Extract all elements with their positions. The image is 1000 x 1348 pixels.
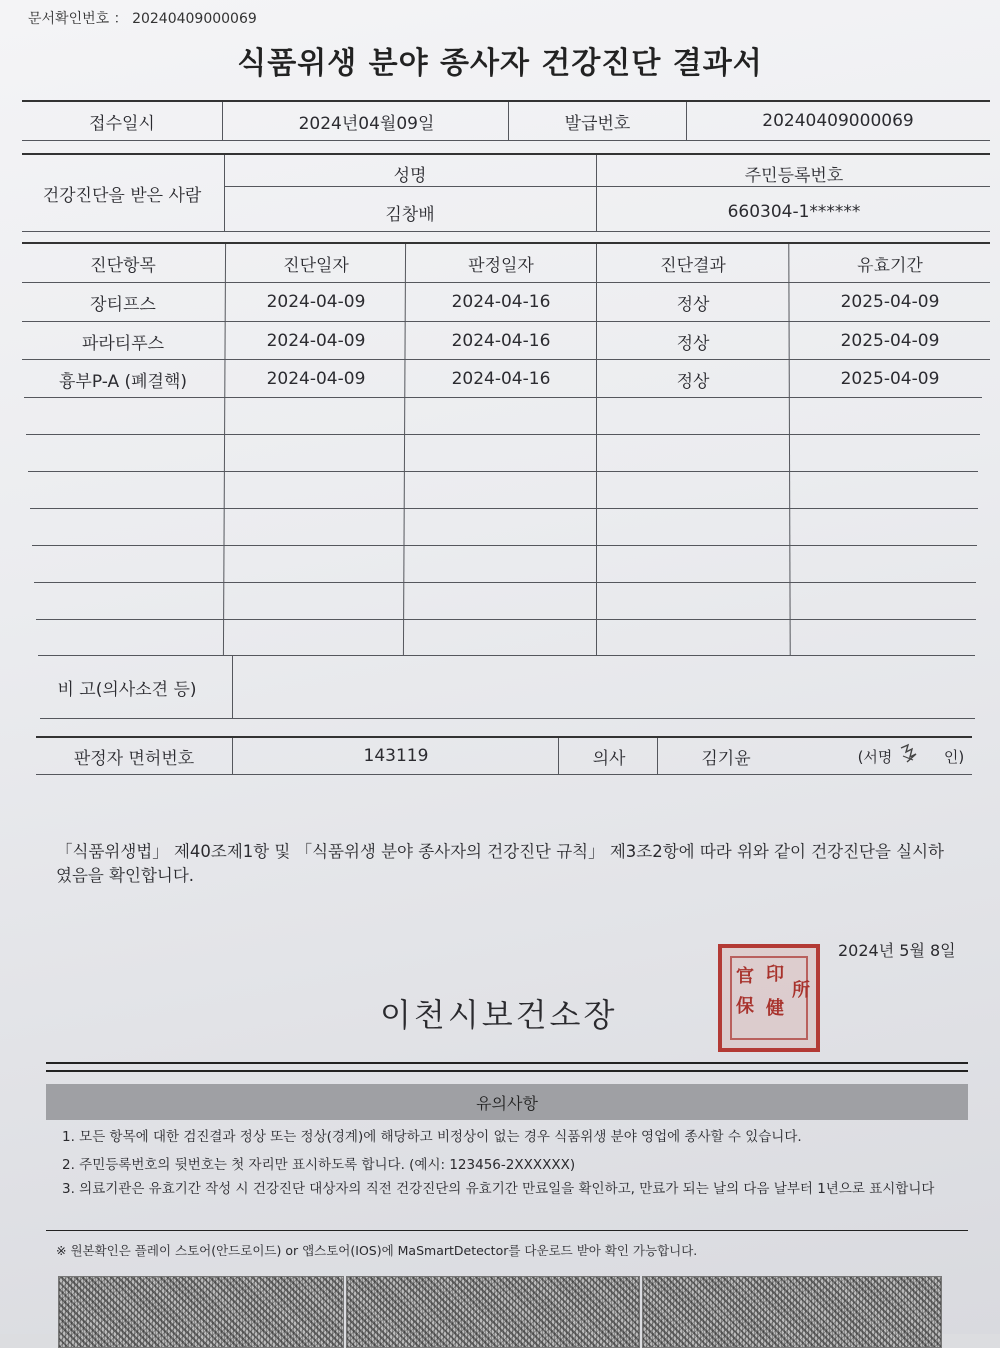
table-cell: 흉부P-A (폐결핵) xyxy=(58,371,188,392)
person-section xyxy=(22,155,990,231)
document-id xyxy=(28,8,257,28)
table-row xyxy=(22,283,990,321)
received-value: 2024년04월09일 xyxy=(298,113,435,134)
receipt-row xyxy=(22,102,990,140)
divider xyxy=(34,582,976,583)
divider xyxy=(558,738,559,774)
header-valid-until: 유효기간 xyxy=(857,255,923,276)
notice-title: 유의사항 xyxy=(46,1084,968,1120)
verification-footnote: ※ 원본확인은 플레이 스토어(안드로이드) or 앱스토어(IOS)에 MaSmartDetector를 다운로드 받아 확인 가능합니다. xyxy=(56,1243,698,1258)
divider xyxy=(657,738,658,774)
judge-row xyxy=(36,738,972,774)
document-id-label: 문서확인번호 ： xyxy=(28,11,128,27)
doctor-label: 의사 xyxy=(592,748,626,769)
table-cell: 2024-04-09 xyxy=(266,331,366,351)
notice-item: 2. 주민등록번호의 뒷번호는 첫 자리만 표시하도록 합니다. (예시: 123456-2XXXXXX) xyxy=(62,1157,576,1173)
doctor-name: 김기윤 xyxy=(701,748,751,769)
table-cell: 2025-04-09 xyxy=(840,369,940,389)
table-row xyxy=(22,360,990,398)
table-cell: 2024-04-16 xyxy=(451,369,551,389)
certification-text: 「식품위생법」 제40조제1항 및 「식품위생 분야 종사자의 건강진단 규칙」 제3조2항에 따라 위와 같이 건강진단을 실시하였음을 확인합니다. xyxy=(56,842,944,885)
divider xyxy=(46,1062,968,1064)
signature-open: (서명 xyxy=(857,747,893,766)
divider xyxy=(36,619,976,620)
divider xyxy=(596,155,597,231)
table-cell: 파라티푸스 xyxy=(81,333,165,354)
table-row xyxy=(22,322,990,360)
divider xyxy=(36,774,972,775)
table-cell: 2025-04-09 xyxy=(840,331,940,351)
divider xyxy=(508,102,509,140)
table-cell: 정상 xyxy=(676,333,710,354)
remarks-label: 비 고(의사소견 등) xyxy=(57,679,197,700)
table-cell: 2025-04-09 xyxy=(840,292,940,312)
divider xyxy=(26,434,980,435)
table-cell: 2024-04-09 xyxy=(266,292,366,312)
divider xyxy=(28,471,978,472)
header-exam-date: 진단일자 xyxy=(283,255,349,276)
issue-number-value: 20240409000069 xyxy=(762,111,914,131)
issue-number-label: 발급번호 xyxy=(564,113,631,134)
table-cell: 2024-04-09 xyxy=(266,369,366,389)
divider xyxy=(24,397,982,398)
issue-date: 2024년 5월 8일 xyxy=(838,941,956,960)
verification-code xyxy=(346,1276,640,1348)
divider xyxy=(46,1230,968,1231)
rrn-value: 660304-1****** xyxy=(727,202,861,222)
header-judge-date: 판정일자 xyxy=(468,255,534,276)
divider xyxy=(232,656,233,718)
signature-mark xyxy=(898,742,920,766)
document-id-value: 20240409000069 xyxy=(132,11,257,27)
divider xyxy=(46,1070,968,1072)
divider xyxy=(232,738,233,774)
license-value: 143119 xyxy=(363,746,429,766)
divider xyxy=(222,102,223,140)
divider xyxy=(40,718,975,719)
page-title: 식품위생 분야 종사자 건강진단 결과서 xyxy=(237,46,763,81)
divider xyxy=(30,508,978,509)
divider xyxy=(22,140,990,141)
table-cell: 2024-04-16 xyxy=(451,331,551,351)
results-header-row xyxy=(22,244,990,282)
notice-item: 3. 의료기관은 유효기간 작성 시 건강진단 대상자의 직전 건강진단의 유효기간 만료일을 확인하고, 만료가 되는 날의 다음 날부터 1년으로 표시합니다 xyxy=(62,1181,935,1197)
person-section-label: 건강진단을 받은 사람 xyxy=(42,185,202,206)
divider xyxy=(224,155,225,231)
table-cell: 장티프스 xyxy=(90,294,156,315)
name-value: 김창배 xyxy=(385,204,435,225)
verification-code xyxy=(642,1276,942,1348)
table-cell: 정상 xyxy=(676,371,710,392)
name-label: 성명 xyxy=(393,165,427,186)
issuer-title: 이천시보건소장 xyxy=(380,996,618,1034)
table-cell: 정상 xyxy=(676,294,710,315)
verification-code xyxy=(58,1276,344,1348)
official-seal: 官 印 保 健 所 xyxy=(718,944,820,1052)
rrn-label: 주민등록번호 xyxy=(744,165,844,186)
received-label: 접수일시 xyxy=(89,113,155,134)
header-result: 진단결과 xyxy=(660,255,726,276)
remarks-row xyxy=(22,656,990,718)
divider xyxy=(32,545,977,546)
divider xyxy=(22,231,990,232)
divider xyxy=(686,102,687,140)
license-label: 판정자 면허번호 xyxy=(73,748,195,769)
notice-item: 1. 모든 항목에 대한 검진결과 정상 또는 정상(경계)에 해당하고 비정상이 없는 경우 식품위생 분야 영업에 종사할 수 있습니다. xyxy=(62,1129,802,1145)
divider xyxy=(224,186,990,187)
signature-close: 인) xyxy=(943,747,965,766)
divider xyxy=(596,244,597,655)
header-item: 진단항목 xyxy=(90,255,156,276)
table-cell: 2024-04-16 xyxy=(451,292,551,312)
